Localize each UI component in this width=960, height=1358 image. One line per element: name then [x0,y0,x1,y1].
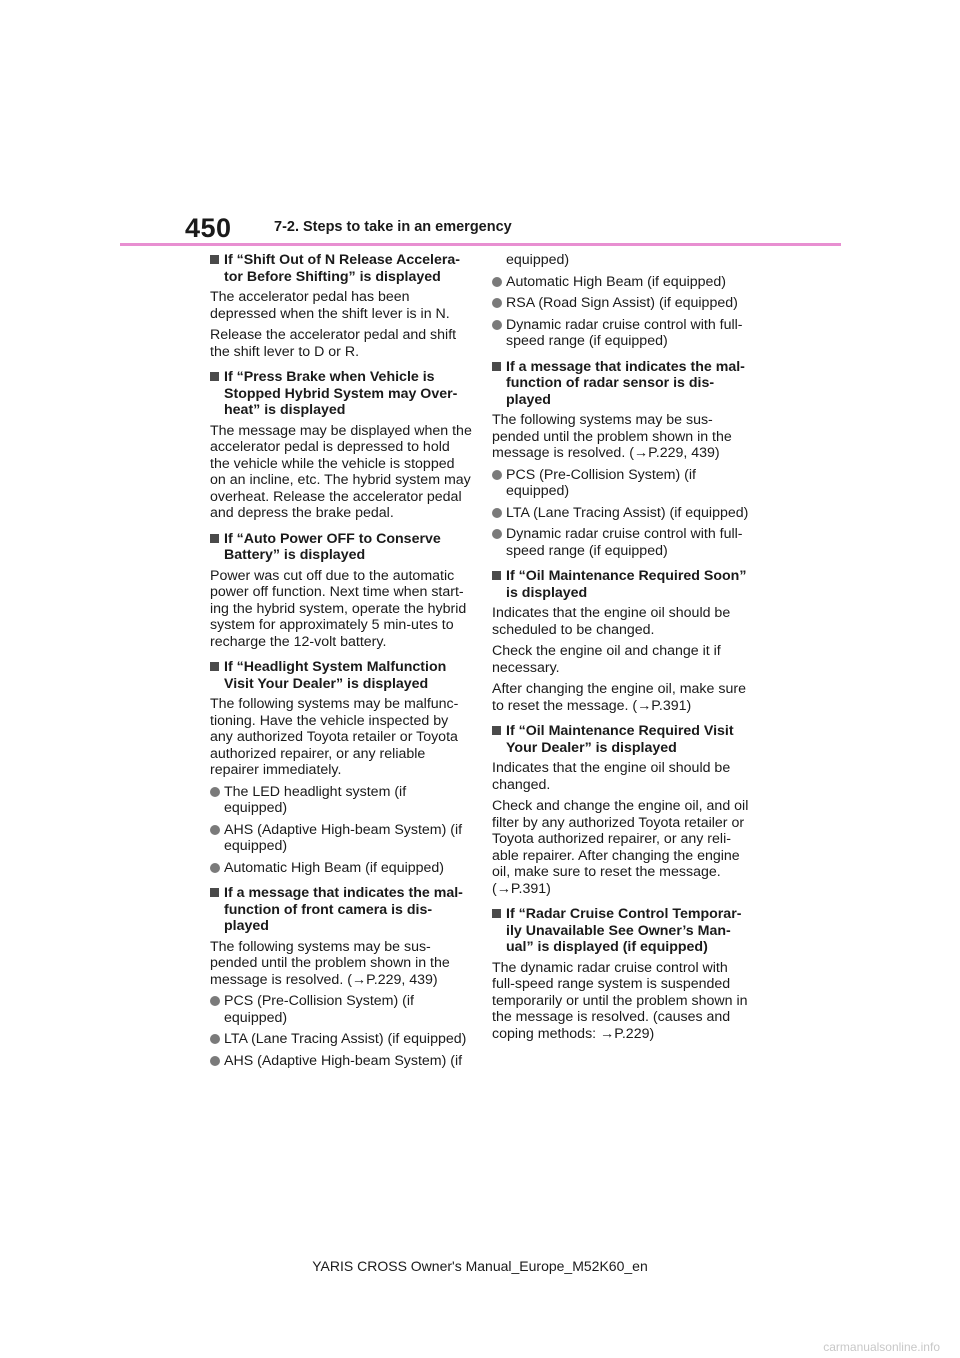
circle-bullet-icon [210,996,220,1006]
paragraph: Check the engine oil and change it if necessary. [492,643,721,676]
square-bullet-icon [492,909,501,918]
square-bullet-icon [210,534,219,543]
paragraph: Indicates that the engine oil should be scheduled to be changed. [492,605,731,638]
section-heading: If a message that indicates the mal-function of radar sensor is dis-played [492,359,754,409]
list-item: Automatic High Beam (if equipped) [492,274,754,291]
paragraph: Indicates that the engine oil should be changed. [492,760,731,793]
paragraph: After changing the engine oil, make sure to reset the message. (→P.391) [492,681,746,714]
circle-bullet-icon [492,320,502,330]
circle-bullet-icon [210,1034,220,1044]
manual-footer: YARIS CROSS Owner's Manual_Europe_M52K60_en [312,1258,648,1274]
paragraph: The following systems may be sus-pended until the problem shown in the message is resolved. (→P.229, 439) [210,938,450,988]
watermark: carmanualsonline.info [823,1340,940,1354]
list-item: AHS (Adaptive High-beam System) (if [210,1053,472,1070]
list-item: PCS (Pre-Collision System) (if equipped) [210,993,472,1026]
list-item: PCS (Pre-Collision System) (if equipped) [492,467,754,500]
list-item: Automatic High Beam (if equipped) [210,860,472,877]
page-number: 450 [185,213,232,243]
list-item: LTA (Lane Tracing Assist) (if equipped) [210,1031,472,1048]
circle-bullet-icon [492,508,502,518]
circle-bullet-icon [210,863,220,873]
list-item: The LED headlight system (if equipped) [210,784,472,817]
circle-bullet-icon [210,825,220,835]
list-item: Dynamic radar cruise control with full-speed range (if equipped) [492,317,754,350]
section-heading: If a message that indicates the mal-function of front camera is dis-played [210,885,472,935]
section-heading: If “Press Brake when Vehicle is Stopped Hybrid System may Over-heat” is displayed [210,369,472,419]
square-bullet-icon [210,372,219,381]
list-item: RSA (Road Sign Assist) (if equipped) [492,295,754,312]
square-bullet-icon [492,362,501,371]
square-bullet-icon [492,726,501,735]
list-item-continuation: equipped) [506,252,570,268]
section-title: 7-2. Steps to take in an emergency [274,219,512,235]
section-heading: If “Auto Power OFF to Conserve Battery” is displayed [210,531,472,564]
left-column [210,252,472,1074]
section-heading: If “Oil Maintenance Required Visit Your Dealer” is displayed [492,723,754,756]
circle-bullet-icon [492,277,502,287]
section-heading: If “Headlight System Malfunction Visit Your Dealer” is displayed [210,659,472,692]
header-divider [120,243,841,246]
circle-bullet-icon [210,1056,220,1066]
list-item: Dynamic radar cruise control with full-speed range (if equipped) [492,526,754,559]
square-bullet-icon [210,662,219,671]
circle-bullet-icon [210,787,220,797]
list-item: LTA (Lane Tracing Assist) (if equipped) [492,505,754,522]
paragraph: Release the accelerator pedal and shift the shift lever to D or R. [210,327,457,360]
circle-bullet-icon [492,470,502,480]
square-bullet-icon [210,255,219,264]
circle-bullet-icon [492,529,502,539]
section-heading: If “Shift Out of N Release Accelera-tor Before Shifting” is displayed [210,252,472,285]
paragraph: Check and change the engine oil, and oil filter by any authorized Toyota retailer or Toyota authorized repairer, or any reli-able repairer. After changing the engine oil, make sure to reset the message. (→P.391) [492,798,749,897]
circle-bullet-icon [492,298,502,308]
paragraph: The accelerator pedal has been depressed when the shift lever is in N. [210,289,450,322]
paragraph: The following systems may be malfunc-tioning. Have the vehicle inspected by any authorized Toyota retailer or Toyota authorized repairer, or any reliable repairer immediately. [210,696,459,778]
paragraph: The dynamic radar cruise control with full-speed range system is suspended temporarily or until the problem shown in the message is resolved. (causes and coping methods: →P.229) [492,959,748,1042]
right-column [492,252,754,1047]
list-item: AHS (Adaptive High-beam System) (if equipped) [210,822,472,855]
square-bullet-icon [210,888,219,897]
section-heading: If “Oil Maintenance Required Soon” is displayed [492,568,754,601]
paragraph: Power was cut off due to the automatic power off function. Next time when start-ing the hybrid system, operate the hybrid system for approximately 5 min-utes to recharge the 12-volt battery. [210,567,467,650]
section-heading: If “Radar Cruise Control Temporar-ily Unavailable See Owner’s Man-ual” is displayed (if equipped) [492,906,754,956]
paragraph: The message may be displayed when the accelerator pedal is depressed to hold the vehicle while the vehicle is stopped on an incline, etc. The hybrid system may overheat. Release the accelerator pedal and depress the brake pedal. [210,422,472,521]
paragraph: The following systems may be sus-pended until the problem shown in the message is resolved. (→P.229, 439) [492,412,732,461]
square-bullet-icon [492,571,501,580]
